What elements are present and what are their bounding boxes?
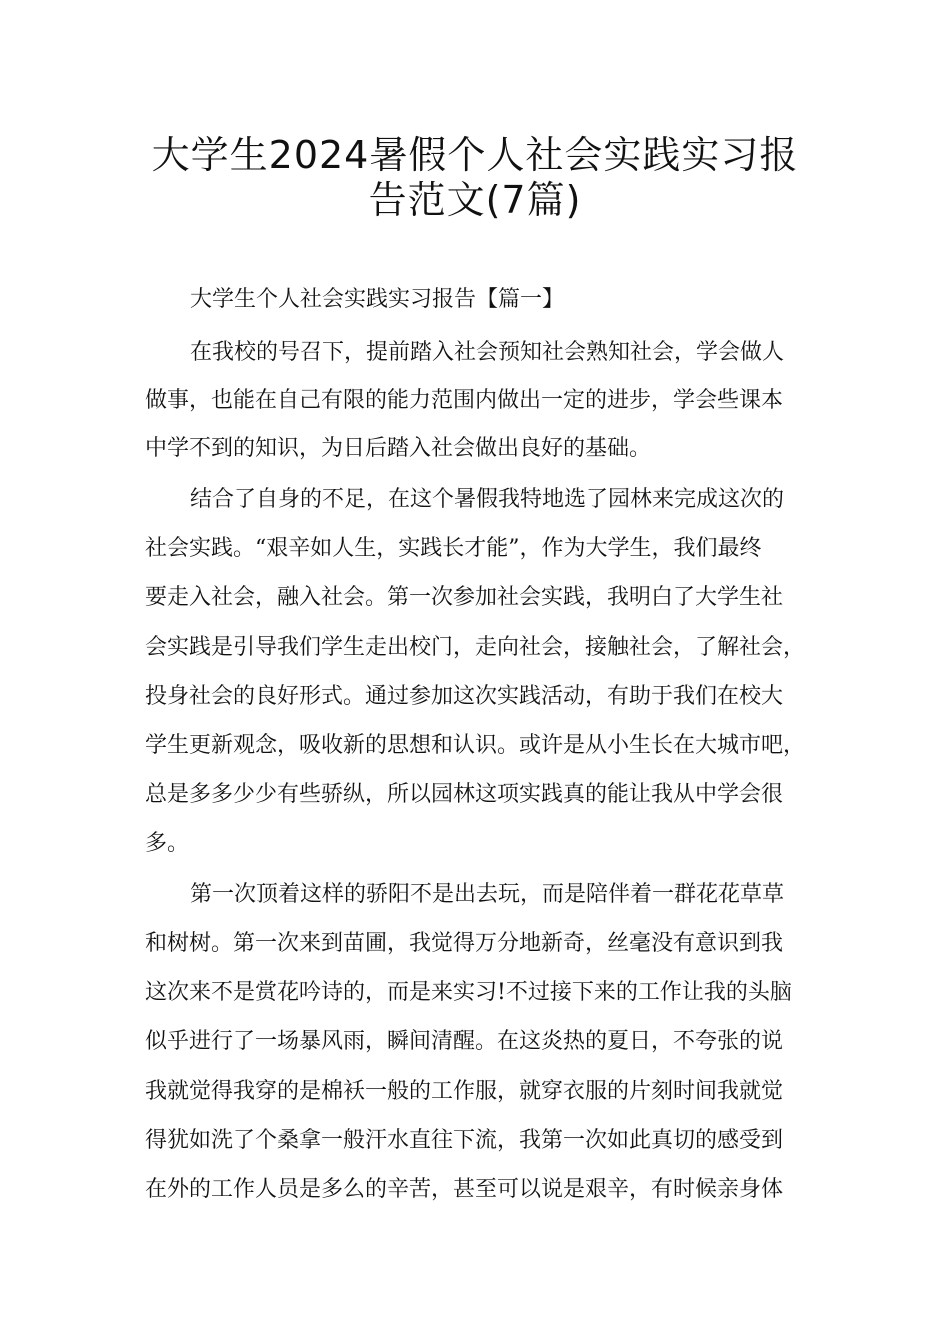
paragraph-line: 总是多多少少有些骄纵，所以园林这项实践真的能让我从中学会很 bbox=[145, 782, 784, 807]
document-title-line-1: 大学生2024暑假个人社会实践实习报 bbox=[151, 133, 799, 177]
paragraph-line: 投身社会的良好形式。通过参加这次实践活动，有助于我们在校大 bbox=[145, 684, 784, 709]
paragraph-line: 和树树。第一次来到苗圃，我觉得万分地新奇，丝毫没有意识到我 bbox=[145, 931, 784, 956]
paragraph-line: 在我校的号召下，提前踏入社会预知社会熟知社会，学会做人 bbox=[190, 340, 785, 365]
paragraph-line: 我就觉得我穿的是棉袄一般的工作服，就穿衣服的片刻时间我就觉 bbox=[145, 1079, 784, 1104]
paragraph-line: 第一次顶着这样的骄阳不是出去玩，而是陪伴着一群花花草草 bbox=[190, 882, 785, 907]
paragraph-line: 会实践是引导我们学生走出校门，走向社会，接触社会，了解社会， bbox=[145, 635, 806, 660]
paragraph-line: 社会实践。“艰辛如人生，实践长才能”，作为大学生，我们最终 bbox=[145, 536, 762, 561]
paragraph-line: 似乎进行了一场暴风雨，瞬间清醒。在这炎热的夏日，不夸张的说 bbox=[145, 1029, 784, 1054]
paragraph-line: 要走入社会，融入社会。第一次参加社会实践，我明白了大学生社 bbox=[145, 585, 784, 610]
paragraph-line: 做事，也能在自己有限的能力范围内做出一定的进步，学会些课本 bbox=[145, 388, 784, 413]
paragraph-line: 学生更新观念，吸收新的思想和认识。或许是从小生长在大城市吧， bbox=[145, 733, 806, 758]
paragraph-line: 这次来不是赏花吟诗的，而是来实习!不过接下来的工作让我的头脑 bbox=[145, 980, 792, 1005]
document-title-line-2: 告范文(7篇) bbox=[368, 178, 582, 222]
paragraph-line: 结合了自身的不足，在这个暑假我特地选了园林来完成这次的 bbox=[190, 487, 785, 512]
paragraph-line: 得犹如洗了个桑拿一般汗水直往下流，我第一次如此真切的感受到 bbox=[145, 1128, 784, 1153]
paragraph-line: 在外的工作人员是多么的辛苦，甚至可以说是艰辛，有时候亲身体 bbox=[145, 1177, 784, 1202]
paragraph-line: 多。 bbox=[145, 831, 190, 856]
paragraph-line: 中学不到的知识，为日后踏入社会做出良好的基础。 bbox=[145, 436, 652, 461]
section-heading: 大学生个人社会实践实习报告【篇一】 bbox=[190, 287, 565, 312]
